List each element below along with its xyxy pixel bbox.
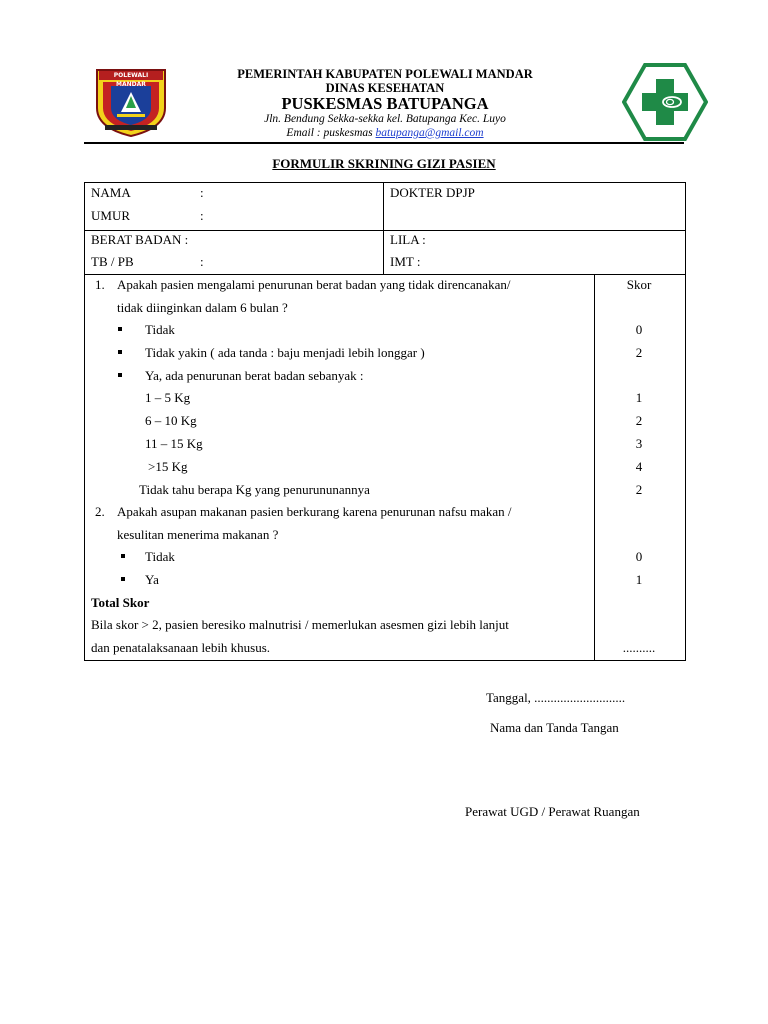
- identity-row-1: [84, 182, 686, 231]
- identity-column-divider: [383, 182, 384, 274]
- q1-sub-over-15: >15 Kg: [148, 459, 188, 474]
- total-score-value: ..........: [622, 640, 656, 655]
- q1-sub-11-15: 11 – 15 Kg: [145, 436, 203, 451]
- bullet-icon: [121, 554, 125, 558]
- note-line1: Bila skor > 2, pasien beresiko malnutrisi / memerlukan asesmen gizi lebih lanjut: [91, 617, 509, 632]
- note-line2: dan penatalaksanaan lebih khusus.: [91, 640, 271, 655]
- q1-text-line2: tidak diinginkan dalam 6 bulan ?: [117, 300, 288, 315]
- q2-option-tidak: Tidak: [145, 549, 175, 564]
- q1-score-over-15: 4: [635, 459, 643, 474]
- email-link[interactable]: batupanga@gmail.com: [375, 127, 484, 139]
- header-address: Jln. Bendung Sekka-sekka kel. Batupanga Kec. Luyo: [264, 113, 506, 125]
- nama-label: NAMA: [91, 185, 131, 200]
- header-department: DINAS KESEHATAN: [325, 81, 445, 95]
- tbpb-label: TB / PB: [91, 254, 134, 269]
- form-title: FORMULIR SKRINING GIZI PASIEN: [272, 156, 496, 171]
- logo-left-lettering: POLEWALI MANDAR: [113, 72, 149, 88]
- q1-score-tidak-yakin: 2: [635, 345, 643, 360]
- imt-label: IMT :: [390, 254, 421, 269]
- q2-text-line2: kesulitan menerima makanan ?: [117, 527, 279, 542]
- date-field: Tanggal, ............................: [486, 690, 626, 705]
- header-divider: [84, 142, 684, 144]
- q2-score-ya: 1: [635, 572, 643, 587]
- q2-option-ya: Ya: [145, 572, 159, 587]
- q1-score-unknown: 2: [635, 482, 643, 497]
- bullet-icon: [121, 577, 125, 581]
- lila-label: LILA :: [390, 232, 426, 247]
- puskesmas-logo: [622, 63, 708, 141]
- dokter-label: DOKTER DPJP: [390, 185, 475, 200]
- q1-sub-6-10: 6 – 10 Kg: [145, 413, 197, 428]
- berat-label: BERAT BADAN :: [91, 232, 189, 247]
- bullet-icon: [118, 327, 122, 331]
- q1-number: 1.: [95, 277, 105, 292]
- q1-score-1-5: 1: [635, 390, 643, 405]
- email-prefix: Email : puskesmas: [286, 127, 376, 139]
- umur-label: UMUR: [91, 208, 131, 223]
- q2-number: 2.: [95, 504, 105, 519]
- name-signature-label: Nama dan Tanda Tangan: [490, 720, 619, 735]
- q1-score-6-10: 2: [635, 413, 643, 428]
- score-header: Skor: [626, 277, 652, 292]
- umur-colon: :: [200, 208, 204, 223]
- q1-sub-unknown: Tidak tahu berapa Kg yang penurununannya: [139, 482, 370, 497]
- q1-score-tidak: 0: [635, 322, 643, 337]
- q1-option-tidak-yakin: Tidak yakin ( ada tanda : baju menjadi lebih longgar ): [145, 345, 425, 360]
- header-title: PUSKESMAS BATUPANGA: [281, 94, 489, 113]
- nurse-role-label: Perawat UGD / Perawat Ruangan: [465, 804, 640, 819]
- bullet-icon: [118, 350, 122, 354]
- q1-option-ya: Ya, ada penurunan berat badan sebanyak :: [145, 368, 364, 383]
- q1-sub-1-5: 1 – 5 Kg: [145, 390, 191, 405]
- header-email: [150, 127, 620, 139]
- tbpb-colon: :: [200, 254, 204, 269]
- header-government: PEMERINTAH KABUPATEN POLEWALI MANDAR: [237, 67, 533, 81]
- q1-text-line1: Apakah pasien mengalami penurunan berat badan yang tidak direncanakan/: [117, 277, 511, 292]
- q1-option-tidak: Tidak: [145, 322, 175, 337]
- total-score-label: Total Skor: [91, 595, 150, 610]
- bullet-icon: [118, 373, 122, 377]
- q1-score-11-15: 3: [635, 436, 643, 451]
- q2-score-tidak: 0: [635, 549, 643, 564]
- nama-colon: :: [200, 185, 204, 200]
- q2-text-line1: Apakah asupan makanan pasien berkurang karena penurunan nafsu makan /: [117, 504, 512, 519]
